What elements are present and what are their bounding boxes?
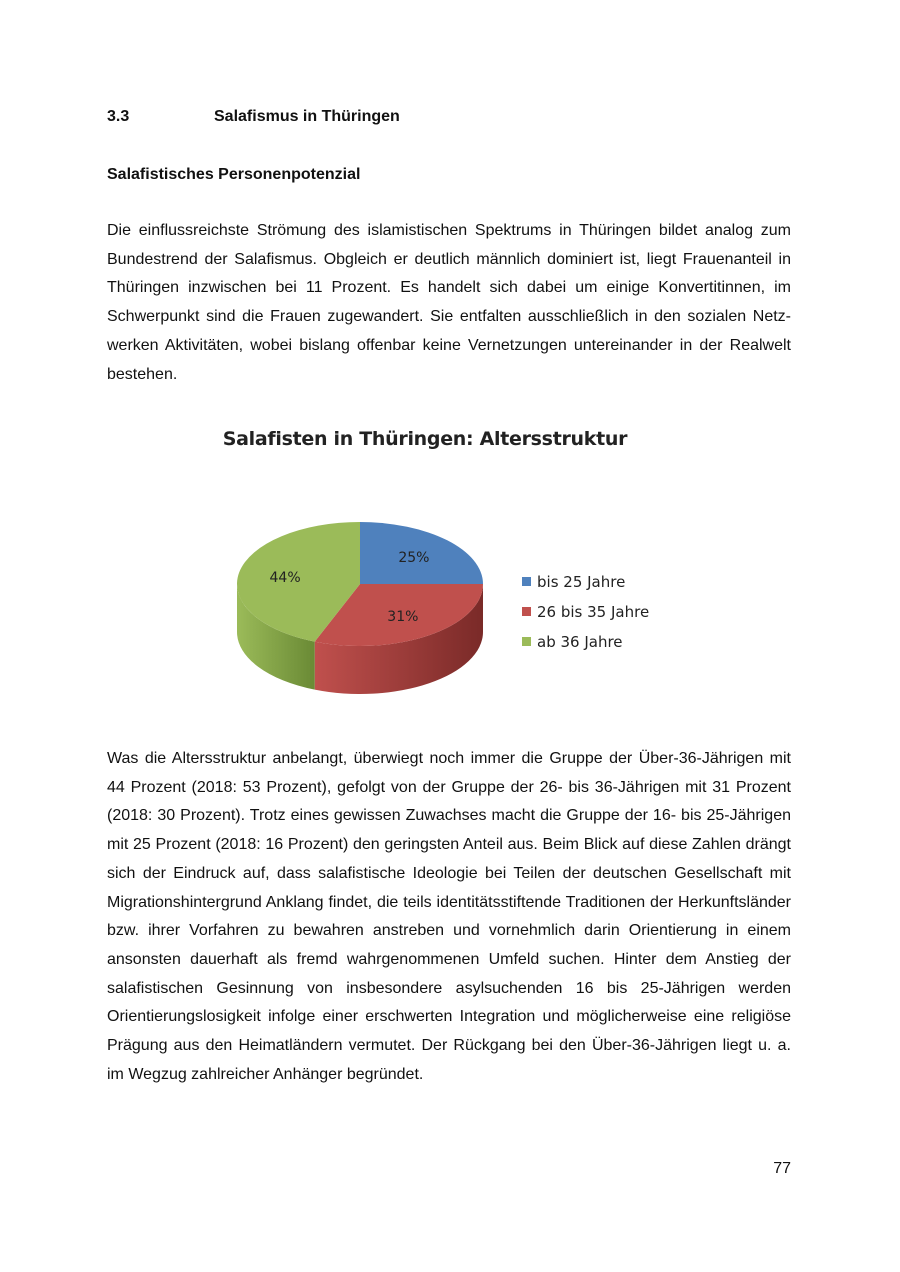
section-title: Salafismus in Thüringen	[214, 108, 400, 125]
legend-swatch	[522, 607, 531, 616]
pie-chart	[220, 420, 520, 720]
age-structure-chart	[220, 420, 690, 720]
legend-swatch	[522, 637, 531, 646]
data-label-26-bis-35-jahre: 31%	[387, 608, 419, 625]
legend-item-ab-36-jahre	[522, 630, 649, 660]
legend-label: bis 25 Jahre	[537, 573, 626, 591]
legend-swatch	[522, 577, 531, 586]
section-number: 3.3	[107, 108, 130, 125]
section-heading	[107, 106, 807, 128]
legend-item-bis-25-jahre	[522, 570, 649, 600]
data-label-bis-25-jahre: 25%	[398, 549, 430, 566]
sub-heading: Salafistisches Personenpotenzial	[107, 166, 361, 183]
page-number: 77	[773, 1160, 791, 1177]
paragraph-intro: Die einflussreichste Strömung des islamistischen Spektrums in Thüringen bildet analog zum Bundestrend der Salafismus. Obgleich er deutlich männlich dominiert ist, liegt Frauenanteil in Thüringen inzwischen bei 11 Prozent. Es handelt sich dabei um einige Konvertitinnen, im Schwerpunkt sind die Frauen zugewandert. Sie entfalten ausschließlich in den sozialen Netzwerken Aktivitäten, wobei bislang offenbar keine Vernetzungen untereinander in der Realwelt bestehen.	[107, 222, 791, 383]
legend-label: ab 36 Jahre	[537, 633, 623, 651]
legend-item-26-bis-35-jahre	[522, 600, 649, 630]
legend-label: 26 bis 35 Jahre	[537, 603, 650, 621]
chart-legend	[522, 570, 649, 660]
chart-title: Salafisten in Thüringen: Altersstruktur	[222, 428, 628, 450]
paragraph-analysis: Was die Altersstruktur anbelangt, überwiegt noch immer die Gruppe der Über-36-Jährigen mit 44 Prozent (2018: 53 Prozent), gefolgt von der Gruppe der 26- bis 36-Jährigen mit 31 Prozent (2018: 30 Prozent). Trotz eines gewissen Zuwachses macht die Gruppe der 16- bis 25-Jährigen mit 25 Prozent (2018: 16 Prozent) den geringsten Anteil aus. Beim Blick auf diese Zahlen drängt sich der Eindruck auf, dass salafistische Ideologie bei Teilen der deutschen Gesellschaft mit Migrationshintergrund Anklang findet, die teils identitätsstiftende Traditionen der Herkunftsländer bzw. ihrer Vorfahren zu bewahren anstreben und vornehmlich darin Orientierung in einem ansonsten dauerhaft als fremd wahrgenommenen Umfeld suchen. Hinter dem Anstieg der salafistischen Gesinnung von insbesondere asylsuchenden 16 bis 25-Jährigen werden Orientierungslosigkeit infolge einer erschwerten Integration und möglicherweise eine religiöse Prägung aus den Heimatländern vermutet. Der Rückgang bei den Über-36-Jährigen liegt u. a. im Wegzug zahlreicher Anhänger begründet.	[107, 750, 791, 1083]
data-label-ab-36-jahre: 44%	[269, 569, 301, 586]
